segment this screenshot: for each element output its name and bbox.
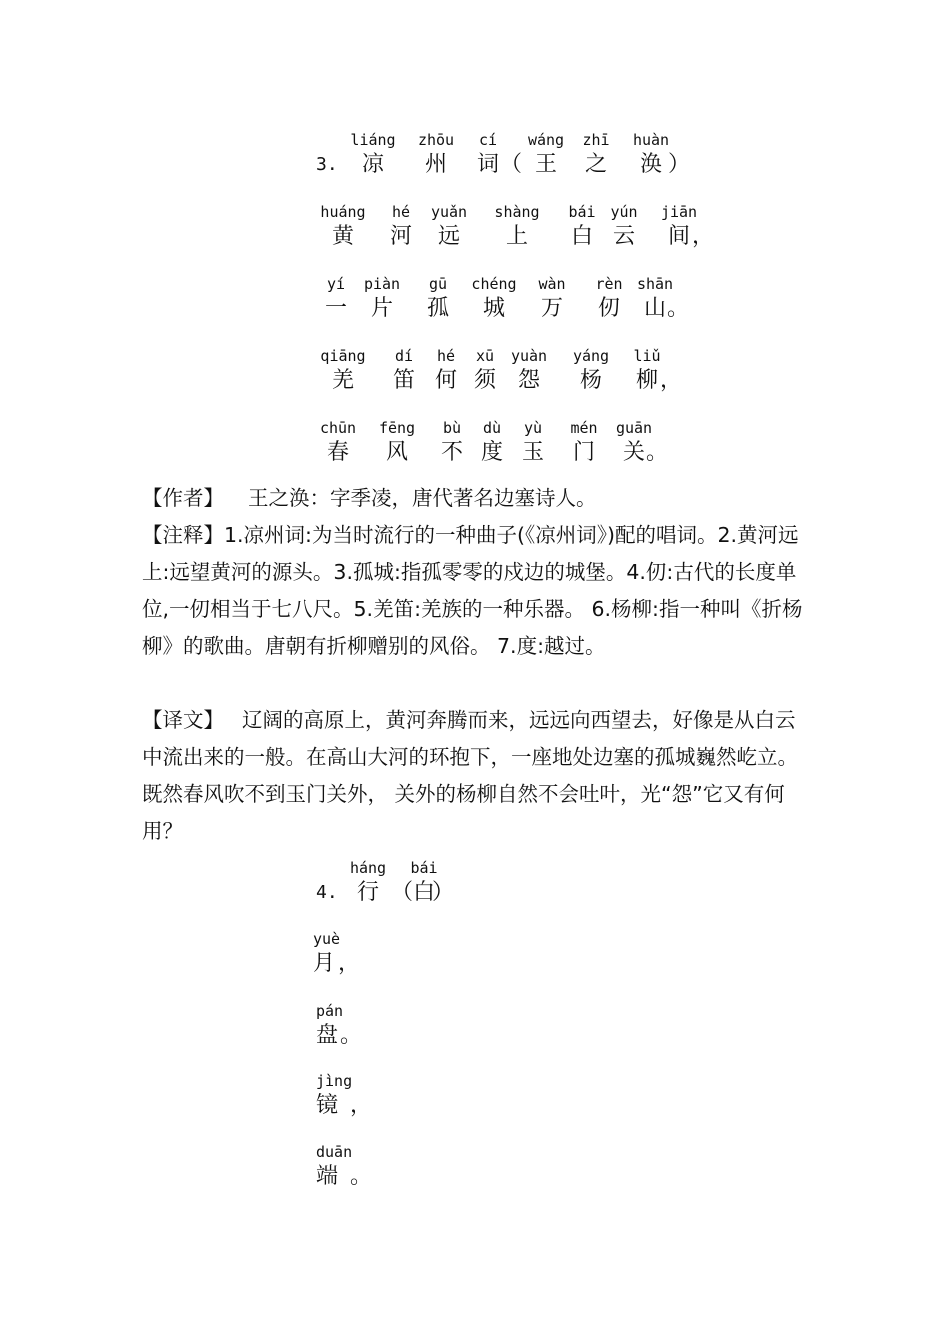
poem-char: pán 盘: [316, 1002, 344, 1048]
translation-tag: 【译文】: [142, 708, 224, 732]
poem-char: wàn 万: [538, 275, 566, 321]
poem-char: ，: [691, 224, 714, 249]
poem3-line-4: [0, 418, 950, 478]
author-text: 王之涣：字季凌，唐代著名边塞诗人。: [248, 486, 597, 510]
poem-char: yí 一: [324, 275, 347, 321]
poem-char: guān 关: [615, 419, 653, 465]
poem-char: gū 孤: [426, 275, 449, 321]
poem4-title: [0, 858, 950, 918]
title-char: ）: [431, 880, 454, 905]
title-char: ）: [667, 152, 690, 177]
poem-char: yáng 杨: [572, 347, 610, 393]
poem-char: hé 河: [389, 203, 412, 249]
poem-char: hé 何: [434, 347, 457, 393]
poem-char: yuǎn 远: [430, 203, 468, 249]
poem-char: bù 不: [440, 419, 463, 465]
poem-char: huáng 黄: [320, 203, 366, 249]
title-char: （: [390, 880, 413, 905]
poem-number: 4.: [316, 882, 338, 903]
poem4-line-3: [0, 1071, 950, 1131]
notes-paragraph: [142, 517, 812, 665]
poem-char: 。: [339, 1023, 362, 1048]
poem-char: jiān 间: [660, 203, 698, 249]
translation-paragraph: [142, 702, 812, 850]
poem3-line-3: [0, 346, 950, 406]
poem-char: yún 云: [610, 203, 638, 249]
poem-number: 3.: [316, 154, 338, 175]
title-char: bái 白: [410, 859, 438, 905]
poem-char: yù 玉: [521, 419, 544, 465]
poem-char: 。: [349, 1164, 372, 1189]
title-char: háng 行: [349, 859, 387, 905]
poem-char: chūn 春: [319, 419, 357, 465]
title-char: wáng 王: [527, 131, 565, 177]
poem-char: yuè 月: [313, 930, 341, 976]
poem-char: mén 门: [570, 419, 598, 465]
poem-char: 。: [666, 296, 689, 321]
poem-char: rèn 仞: [595, 275, 623, 321]
poem-char: liǔ 柳: [633, 347, 661, 393]
notes-tag: 【注释】: [142, 523, 224, 547]
poem-char: ，: [349, 1093, 372, 1118]
title-char: cí 词: [476, 131, 499, 177]
author-tag: 【作者】: [142, 486, 224, 510]
poem-char: bái 白: [568, 203, 596, 249]
poem-char: dí 笛: [392, 347, 415, 393]
notes-text: 1.凉州词:为当时流行的一种曲子(《凉州词》)配的唱词。2.黄河远上:远望黄河的源头。3.孤城:指孤零零的戍边的城堡。4.仞:古代的长度单位,一仞相当于七八尺。5.羌笛:羌族的一种乐器。 6.杨柳:指一种叫《折杨柳》的歌曲。唐朝有折柳赠别的风俗。 7.度:越过。: [142, 523, 803, 658]
title-char: liáng 凉: [350, 131, 396, 177]
poem-char: qiāng 羌: [320, 347, 366, 393]
poem3-title: [0, 130, 950, 190]
poem-char: ，: [337, 951, 360, 976]
title-char: zhī 之: [582, 131, 610, 177]
poem3-line-1: [0, 202, 950, 262]
title-char: huàn 涣: [632, 131, 670, 177]
poem-char: jìng 镜: [316, 1072, 353, 1118]
poem4-line-1: [0, 929, 950, 989]
poem-char: xū 须: [473, 347, 496, 393]
poem-char: dù 度: [480, 419, 503, 465]
poem4-line-4: [0, 1142, 950, 1202]
translation-text: 辽阔的高原上，黄河奔腾而来，远远向西望去，好像是从白云中流出来的一般。在高山大河的环抱下，一座地处边塞的孤城巍然屹立。既然春风吹不到玉门关外， 关外的杨柳自然不会吐叶，光“怨”它又有何用？: [142, 708, 798, 843]
title-char: zhōu 州: [417, 131, 455, 177]
author-paragraph: [142, 480, 812, 517]
poem-char: ，: [659, 368, 682, 393]
poem-char: fēng 风: [378, 419, 416, 465]
poem-char: chéng 城: [471, 275, 517, 321]
poem-char: duān 端: [316, 1143, 353, 1189]
poem-char: 。: [645, 440, 668, 465]
poem-char: shàng 上: [494, 203, 540, 249]
poem-char: yuàn 怨: [510, 347, 548, 393]
poem4-line-2: [0, 1001, 950, 1061]
poem-char: shān 山: [636, 275, 674, 321]
poem-char: piàn 片: [363, 275, 401, 321]
title-char: （: [499, 152, 522, 177]
poem3-line-2: [0, 274, 950, 334]
